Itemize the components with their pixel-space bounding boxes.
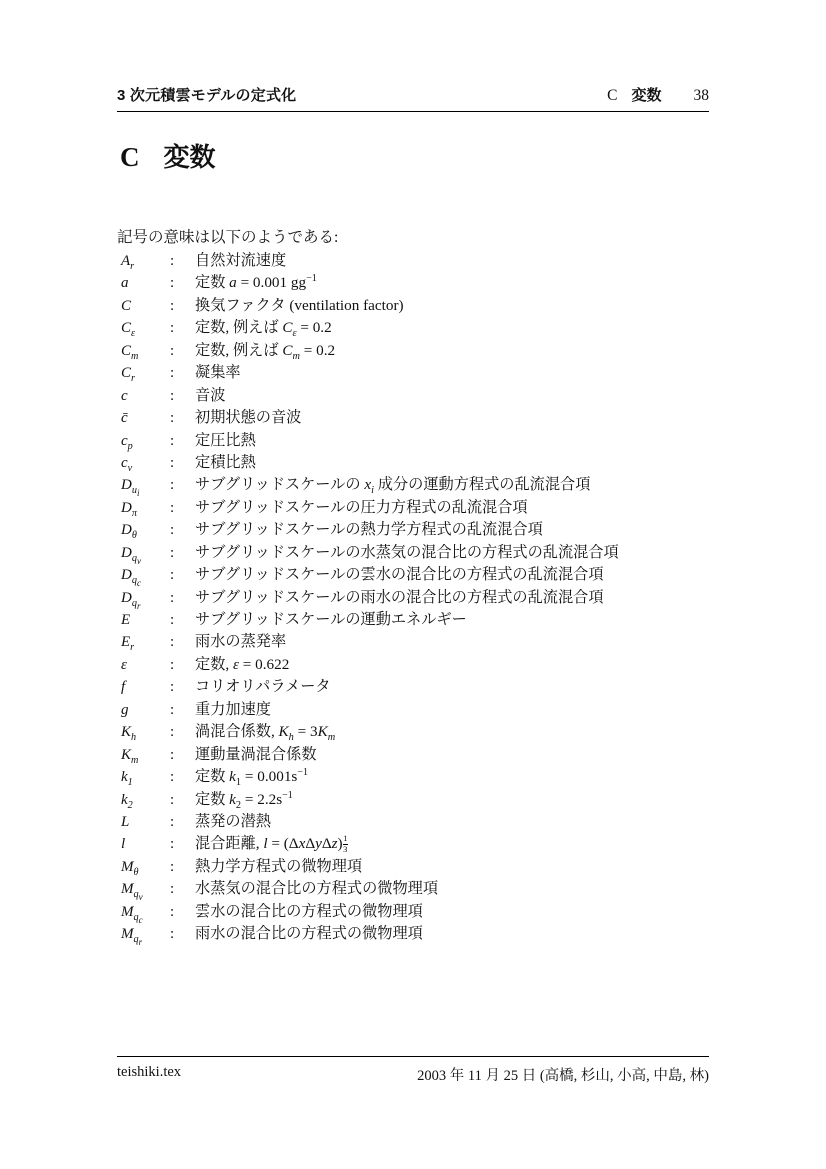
symbol-row (121, 608, 761, 630)
page-footer (117, 1056, 709, 1085)
symbol-cell: $D_\theta$ (121, 522, 137, 542)
colon-separator: : (170, 858, 175, 875)
symbol-cell: $c_v$ (121, 454, 133, 474)
symbol-cell: $K_m$ (121, 746, 139, 766)
symbol-description: 水蒸気の混合比の方程式の微物理項 (195, 880, 438, 898)
page-number: 38 (693, 87, 709, 104)
colon-separator: : (170, 769, 175, 786)
symbol-description: 雲水の混合比の方程式の微物理項 (195, 902, 423, 920)
symbol-cell: $M_{q_c}$ (121, 903, 143, 925)
symbol-cell: $C_\varepsilon$ (121, 320, 136, 340)
symbol-row (121, 698, 761, 720)
symbol-cell: C (121, 297, 132, 314)
symbol-cell: ε (121, 656, 127, 673)
colon-separator: : (170, 342, 175, 359)
header-section-label: C (607, 87, 618, 104)
intro-text: 記号の意味は以下のようである: (117, 228, 339, 246)
colon-separator: : (170, 836, 175, 853)
colon-separator: : (170, 746, 175, 763)
symbol-description: 自然対流速度 (195, 252, 287, 269)
symbol-row (121, 294, 761, 316)
colon-separator: : (170, 365, 175, 382)
symbol-row (121, 361, 761, 383)
symbol-description: サブグリッドスケールの圧力方程式の乱流混合項 (195, 498, 528, 516)
symbol-row (121, 384, 761, 406)
symbol-row (121, 877, 761, 903)
colon-separator: : (170, 297, 175, 314)
colon-separator: : (170, 679, 175, 696)
running-header (117, 84, 709, 112)
symbol-row (121, 788, 761, 810)
symbol-cell: $M_\theta$ (121, 858, 139, 878)
symbol-description: 定数 a = 0.001 $gg^{-1}$ (195, 273, 317, 292)
symbol-cell: $C_m$ (121, 342, 139, 362)
symbol-description: 換気ファクタ (ventilation factor) (195, 296, 404, 314)
colon-separator: : (170, 724, 175, 741)
symbol-description: 蒸発の潜熱 (195, 812, 271, 830)
symbol-row (121, 271, 761, 293)
symbol-cell: a (121, 275, 129, 292)
section-heading (120, 137, 216, 174)
section-heading-title: 変数 (163, 142, 216, 172)
symbol-row (121, 720, 761, 742)
symbol-row (121, 832, 761, 854)
footer-filename: teishiki.tex (117, 1064, 182, 1080)
symbol-cell: L (121, 813, 130, 830)
symbol-cell: $D_{q_c}$ (121, 567, 141, 589)
symbol-description: 凝集率 (195, 364, 241, 382)
colon-separator: : (170, 881, 175, 898)
symbol-cell: $k_1$ (121, 769, 133, 789)
symbol-description: 雨水の蒸発率 (195, 633, 287, 651)
colon-separator: : (170, 477, 175, 494)
symbol-description: 渦混合係数, $K_h = 3K_m$ (195, 723, 336, 744)
symbol-description: 定数 $k_1 = 0.001s^{-1}$ (195, 767, 309, 789)
colon-separator: : (170, 499, 175, 516)
symbol-description: 運動量渦混合係数 (195, 745, 317, 763)
symbol-description: 定圧比熱 (195, 431, 256, 449)
symbol-description: 混合距離, l = (ΔxΔyΔz) $\frac{1}{3}$ (195, 833, 348, 854)
header-chapter-title: 3 次元積雲モデルの定式化 (117, 87, 297, 104)
symbol-row (121, 586, 761, 611)
symbol-row (121, 653, 761, 675)
symbol-table (121, 249, 761, 948)
colon-separator: : (170, 701, 175, 718)
symbol-row (121, 429, 761, 451)
symbol-description: サブグリッドスケールの運動エネルギー (195, 611, 467, 628)
symbol-row (121, 518, 761, 540)
symbol-cell: $D_{q_r}$ (121, 589, 141, 611)
symbol-cell: $c_p$ (121, 432, 133, 452)
symbol-description: 初期状態の音波 (195, 409, 302, 427)
symbol-row (121, 900, 761, 925)
header-section-title: 変数 (631, 87, 662, 104)
colon-separator: : (170, 410, 175, 427)
symbol-row (121, 496, 761, 518)
colon-separator: : (170, 612, 175, 628)
symbol-description: 音波 (195, 386, 226, 404)
symbol-cell: $C_r$ (121, 365, 135, 385)
symbol-row (121, 675, 761, 697)
symbol-description: 定数, 例えば $C_m = 0.2$ (195, 341, 336, 362)
symbol-row (121, 249, 761, 271)
symbol-cell: $E_r$ (121, 634, 135, 654)
colon-separator: : (170, 544, 175, 561)
symbol-description: 重力加速度 (195, 700, 271, 718)
symbol-row (121, 406, 761, 428)
colon-separator: : (170, 567, 175, 584)
symbol-row (121, 563, 761, 589)
symbol-cell: l (121, 836, 126, 853)
colon-separator: : (170, 522, 175, 539)
symbol-description: 定積比熱 (195, 453, 256, 471)
symbol-row (121, 765, 761, 787)
colon-separator: : (170, 320, 175, 337)
footer-date-authors: 2003 年 11 月 25 日 (高橋, 杉山, 小高, 中島, 林) (417, 1068, 709, 1084)
symbol-row (121, 922, 761, 948)
colon-separator: : (170, 253, 175, 269)
header-section-info (607, 84, 709, 105)
symbol-row (121, 541, 761, 566)
symbol-description: 熱力学方程式の微物理項 (195, 857, 363, 875)
symbol-description: サブグリッドスケールの熱力学方程式の乱流混合項 (195, 521, 543, 539)
symbol-row (121, 630, 761, 652)
symbol-description: サブグリッドスケールの雨水の混合比の方程式の乱流混合項 (195, 588, 604, 606)
symbol-row (121, 316, 761, 338)
symbol-description: サブグリッドスケールの $x_i$ 成分の運動方程式の乱流混合項 (195, 476, 591, 497)
colon-separator: : (170, 454, 175, 471)
symbol-description: サブグリッドスケールの雲水の混合比の方程式の乱流混合項 (195, 566, 604, 584)
colon-separator: : (170, 589, 175, 606)
symbol-row (121, 810, 761, 832)
colon-separator: : (170, 275, 175, 292)
symbol-cell: $K_h$ (121, 724, 137, 744)
symbol-description: サブグリッドスケールの水蒸気の混合比の方程式の乱流混合項 (195, 543, 619, 561)
symbol-cell: $M_{q_v}$ (121, 881, 143, 903)
symbol-row (121, 743, 761, 765)
symbol-row (121, 855, 761, 877)
colon-separator: : (170, 903, 175, 920)
section-heading-label: C (120, 142, 140, 172)
colon-separator: : (170, 387, 175, 404)
symbol-row (121, 339, 761, 361)
symbol-cell: c̄ (121, 410, 128, 427)
symbol-cell: E (121, 612, 131, 628)
colon-separator: : (170, 656, 175, 673)
symbol-cell: $M_{q_r}$ (121, 926, 143, 948)
symbol-cell: c (121, 387, 128, 404)
symbol-description: 定数, ε = 0.622 (195, 655, 290, 673)
symbol-cell: $k_2$ (121, 791, 133, 811)
symbol-description: 雨水の混合比の方程式の微物理項 (195, 925, 423, 943)
colon-separator: : (170, 813, 175, 830)
symbol-cell: f (121, 679, 126, 696)
colon-separator: : (170, 432, 175, 449)
symbol-description: 定数, 例えば $C_\varepsilon = 0.2$ (195, 319, 332, 340)
symbol-row (121, 451, 761, 473)
colon-separator: : (170, 634, 175, 651)
symbol-row (121, 473, 761, 499)
symbol-description: 定数 $k_2 = 2.2s^{-1}$ (195, 789, 293, 811)
colon-separator: : (170, 926, 175, 943)
colon-separator: : (170, 791, 175, 808)
symbol-cell: $A_r$ (121, 253, 135, 272)
symbol-description: コリオリパラメータ (195, 678, 331, 696)
symbol-cell: $D_\pi$ (121, 499, 137, 519)
symbol-cell: g (121, 701, 129, 718)
symbol-cell: $D_{u_i}$ (121, 477, 140, 499)
symbol-cell: $D_{q_v}$ (121, 544, 141, 566)
